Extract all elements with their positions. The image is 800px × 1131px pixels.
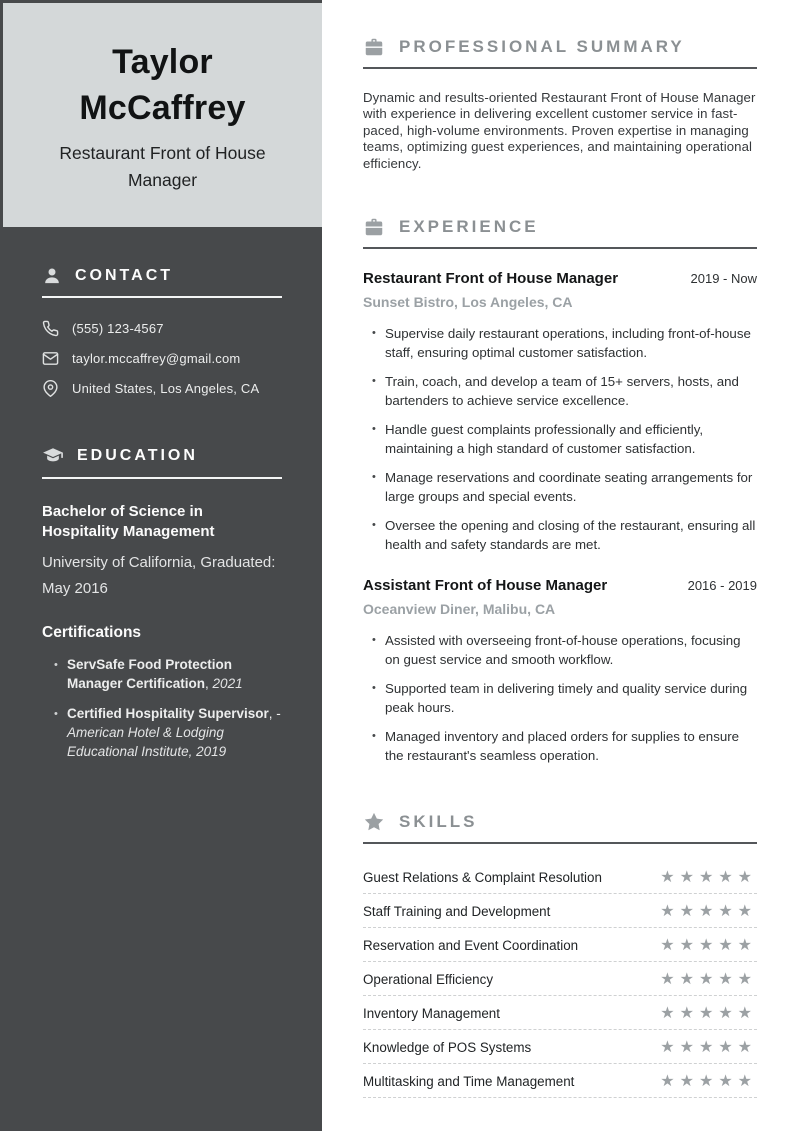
email-icon bbox=[42, 350, 59, 367]
certification-detail: 2021 bbox=[212, 676, 243, 691]
job-bullet: • Supervise daily restaurant operations, including front-of-house staff, ensuring optimal customer satisfaction. bbox=[372, 324, 757, 362]
education-divider bbox=[42, 477, 282, 479]
skills-heading-row bbox=[363, 811, 757, 833]
phone-icon bbox=[42, 320, 59, 337]
person-title: Restaurant Front of House Manager bbox=[59, 143, 266, 190]
certification-name: Certified Hospitality Supervisor bbox=[67, 706, 269, 721]
summary-text: Dynamic and results-oriented Restaurant Front of House Manager with experience in delivering excellent customer service in fast-paced, high-volume environments. Proven expertise in managing teams, optimizing guest experiences, and maintaining operational efficiency. bbox=[363, 90, 756, 171]
school: University of California, Graduated: May 2016 bbox=[42, 554, 276, 597]
skill-rating-stars: ★★★★★ bbox=[660, 935, 757, 955]
job-entry bbox=[363, 270, 757, 554]
certifications-list bbox=[42, 655, 282, 761]
graduation-cap-icon bbox=[42, 445, 64, 467]
job-header bbox=[363, 577, 757, 594]
job-bullet: • Oversee the opening and closing of the restaurant, ensuring all health and safety standards are met. bbox=[372, 516, 757, 554]
experience-divider bbox=[363, 247, 757, 249]
sidebar bbox=[0, 0, 322, 1131]
skill-rating-stars: ★★★★★ bbox=[660, 901, 757, 921]
skill-row bbox=[363, 1064, 757, 1098]
contact-heading: CONTACT bbox=[75, 267, 174, 284]
skills-section bbox=[363, 811, 757, 1098]
skill-name: Operational Efficiency bbox=[363, 971, 494, 987]
skill-rating-stars: ★★★★★ bbox=[660, 969, 757, 989]
contact-heading-row bbox=[42, 266, 282, 286]
skill-name: Reservation and Event Coordination bbox=[363, 937, 579, 953]
skill-name: Guest Relations & Complaint Resolution bbox=[363, 869, 602, 885]
job-entry bbox=[363, 577, 757, 765]
certification-item bbox=[54, 655, 282, 693]
name-card bbox=[3, 3, 322, 227]
contact-email bbox=[42, 350, 282, 367]
education-section bbox=[0, 445, 322, 772]
skill-rating-stars: ★★★★★ bbox=[660, 1037, 757, 1057]
job-dates: 2019 - Now bbox=[690, 271, 757, 287]
job-dates: 2016 - 2019 bbox=[687, 578, 757, 594]
certification-sep: , bbox=[205, 676, 213, 691]
contact-list bbox=[42, 320, 282, 397]
skill-name: Staff Training and Development bbox=[363, 903, 551, 919]
location-icon bbox=[42, 380, 59, 397]
job-bullet-list bbox=[363, 631, 757, 765]
contact-section bbox=[0, 266, 322, 410]
certification-detail: American Hotel & Lodging Educational Institute, 2019 bbox=[67, 725, 227, 759]
summary-heading: PROFESSIONAL SUMMARY bbox=[399, 37, 685, 56]
skills-heading: SKILLS bbox=[399, 812, 478, 832]
job-company: Sunset Bistro, Los Angeles, CA bbox=[363, 294, 573, 311]
summary-section bbox=[363, 36, 757, 172]
skill-row bbox=[363, 860, 757, 894]
skill-rating-stars: ★★★★★ bbox=[660, 1071, 757, 1091]
summary-heading-row bbox=[363, 36, 757, 58]
skill-name: Knowledge of POS Systems bbox=[363, 1039, 532, 1055]
briefcase-icon bbox=[363, 216, 385, 238]
degree: Bachelor of Science in Hospitality Management bbox=[42, 503, 215, 540]
star-icon bbox=[363, 811, 385, 833]
briefcase-icon bbox=[363, 36, 385, 58]
job-bullet: • Train, coach, and develop a team of 15+ servers, hosts, and bartenders to achieve service excellence. bbox=[372, 372, 757, 410]
job-title: Restaurant Front of House Manager bbox=[363, 270, 619, 288]
job-bullet: • Supported team in delivering timely and quality service during peak hours. bbox=[372, 679, 757, 717]
contact-location-text: United States, Los Angeles, CA bbox=[72, 381, 260, 396]
job-bullet: • Assisted with overseeing front-of-house operations, focusing on guest service and smooth workflow. bbox=[372, 631, 757, 669]
contact-phone-text: (555) 123-4567 bbox=[72, 321, 164, 336]
job-company: Oceanview Diner, Malibu, CA bbox=[363, 601, 556, 618]
education-heading-row bbox=[42, 445, 282, 467]
certifications-heading: Certifications bbox=[42, 624, 142, 641]
skill-row bbox=[363, 928, 757, 962]
contact-divider bbox=[42, 296, 282, 298]
certification-sep: , - bbox=[268, 706, 281, 721]
skill-row bbox=[363, 996, 757, 1030]
job-title: Assistant Front of House Manager bbox=[363, 577, 608, 595]
skill-name: Multitasking and Time Management bbox=[363, 1073, 575, 1089]
skill-row bbox=[363, 894, 757, 928]
experience-section bbox=[363, 216, 757, 765]
skill-rating-stars: ★★★★★ bbox=[660, 1003, 757, 1023]
job-bullet: • Manage reservations and coordinate seating arrangements for large groups and special events. bbox=[372, 468, 757, 506]
main-content bbox=[322, 0, 800, 1131]
skill-row bbox=[363, 962, 757, 996]
certification-item bbox=[54, 704, 282, 761]
person-name: Taylor McCaffrey bbox=[79, 43, 246, 127]
skills-divider bbox=[363, 842, 757, 844]
certification-name: ServSafe Food Protection Manager Certification bbox=[67, 657, 233, 691]
contact-phone bbox=[42, 320, 282, 337]
contact-location bbox=[42, 380, 282, 397]
job-header bbox=[363, 270, 757, 287]
skill-name: Inventory Management bbox=[363, 1005, 500, 1021]
skill-row bbox=[363, 1030, 757, 1064]
experience-heading: EXPERIENCE bbox=[399, 217, 539, 237]
skills-table bbox=[363, 860, 757, 1098]
job-bullet: • Managed inventory and placed orders for supplies to ensure the restaurant's seamless operation. bbox=[372, 727, 757, 765]
contact-email-text: taylor.mccaffrey@gmail.com bbox=[72, 351, 241, 366]
person-icon bbox=[42, 266, 62, 286]
job-bullet: • Handle guest complaints professionally and efficiently, maintaining a high standard of customer satisfaction. bbox=[372, 420, 757, 458]
education-heading: EDUCATION bbox=[77, 447, 198, 464]
summary-divider bbox=[363, 67, 757, 69]
job-bullet-list bbox=[363, 324, 757, 554]
skill-rating-stars: ★★★★★ bbox=[660, 867, 757, 887]
experience-heading-row bbox=[363, 216, 757, 238]
